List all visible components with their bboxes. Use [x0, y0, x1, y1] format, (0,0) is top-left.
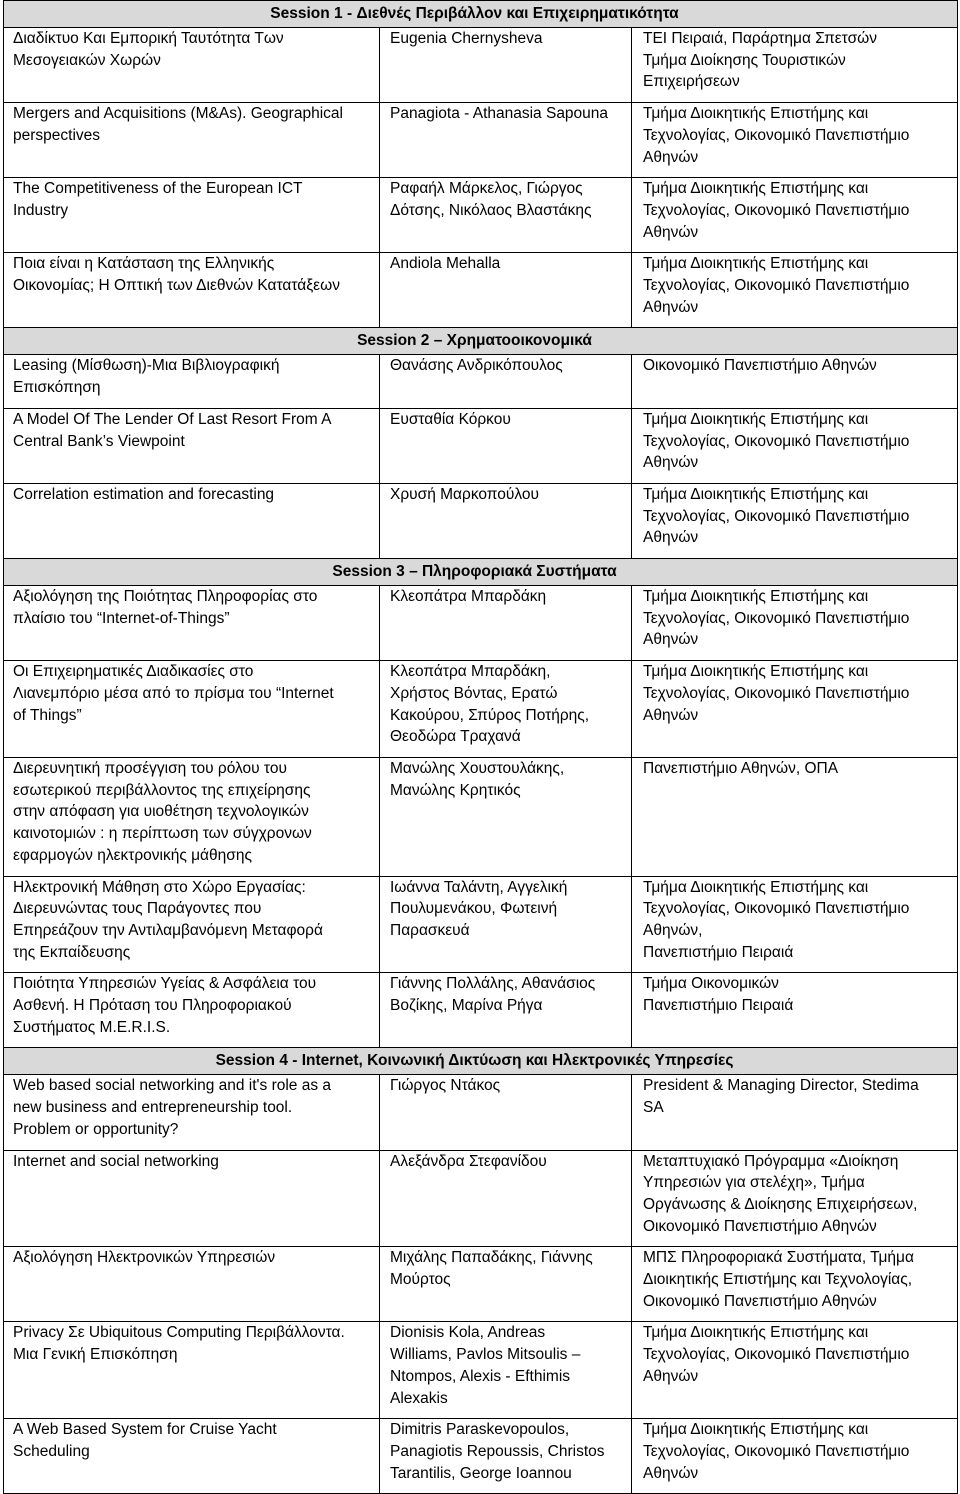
session-title: Session 2 – Χρηματοοικονομικά	[357, 332, 592, 350]
paper-title: Privacy Σε Ubiquitous Computing Περιβάλλοντα. Μια Γενική Επισκόπηση	[4, 1322, 380, 1419]
paper-authors: Κλεοπάτρα Μπαρδάκη	[380, 586, 632, 661]
session-header-row	[4, 559, 958, 586]
paper-title: Αξιολόγηση Ηλεκτρονικών Υπηρεσιών	[4, 1247, 380, 1322]
paper-affiliation: Τμήμα Διοικητικής Επιστήμης και Τεχνολογίας, Οικονομικό Πανεπιστήμιο Αθηνών	[632, 178, 958, 253]
paper-authors: Dimitris Paraskevopoulos, Panagiotis Repoussis, Christos Tarantilis, George Ioannou	[380, 1419, 632, 1494]
paper-title: The Competitiveness of the European ICT Industry	[4, 178, 380, 253]
paper-affiliation: ΜΠΣ Πληροφοριακά Συστήματα, Τμήμα Διοικητικής Επιστήμης και Τεχνολογίας, Οικονομικό Πανεπιστήμιο Αθηνών	[632, 1247, 958, 1322]
paper-authors: Ιωάννα Ταλάντη, Αγγελική Πουλυμενάκου, Φωτεινή Παρασκευά	[380, 876, 632, 973]
paper-authors: Andiola Mehalla	[380, 253, 632, 328]
table-row	[4, 876, 958, 973]
paper-authors: Ευσταθία Κόρκου	[380, 408, 632, 483]
table-row	[4, 483, 958, 558]
table-row	[4, 355, 958, 408]
paper-title: Διαδίκτυο Και Εμπορική Ταυτότητα Των Μεσογειακών Χωρών	[4, 28, 380, 103]
paper-authors: Αλεξάνδρα Στεφανίδου	[380, 1150, 632, 1247]
table-row	[4, 1247, 958, 1322]
paper-title: Ποιότητα Υπηρεσιών Υγείας & Ασφάλεια του Ασθενή. Η Πρόταση του Πληροφοριακού Συστήματος M.E.R.I.S.	[4, 973, 380, 1048]
table-row	[4, 103, 958, 178]
paper-title: Web based social networking and it's role as a new business and entrepreneurship tool. Problem or opportunity?	[4, 1075, 380, 1150]
paper-affiliation: Οικονομικό Πανεπιστήμιο Αθηνών	[632, 355, 958, 408]
session-header-row	[4, 1048, 958, 1075]
program-table-body	[4, 1, 958, 1494]
session-title-cell	[4, 328, 958, 355]
table-row	[4, 408, 958, 483]
session-header-row	[4, 328, 958, 355]
paper-title: Leasing (Μίσθωση)-Μια Βιβλιογραφική Επισκόπηση	[4, 355, 380, 408]
paper-authors: Γιάννης Πολλάλης, Αθανάσιος Βοζίκης, Μαρίνα Ρήγα	[380, 973, 632, 1048]
paper-title: Ποια είναι η Κατάσταση της Ελληνικής Οικονομίας; Η Οπτική των Διεθνών Κατατάξεων	[4, 253, 380, 328]
paper-title: Internet and social networking	[4, 1150, 380, 1247]
table-row	[4, 661, 958, 758]
paper-title: Οι Επιχειρηματικές Διαδικασίες στο Λιανεμπόριο μέσα από το πρίσμα του “Internet of Things”	[4, 661, 380, 758]
table-row	[4, 1150, 958, 1247]
paper-authors: Panagiota - Athanasia Sapouna	[380, 103, 632, 178]
paper-authors: Dionisis Kola, Andreas Williams, Pavlos Mitsoulis – Ntompos, Alexis - Efthimis Alexakis	[380, 1322, 632, 1419]
table-row	[4, 586, 958, 661]
paper-affiliation: Τμήμα Διοικητικής Επιστήμης και Τεχνολογίας, Οικονομικό Πανεπιστήμιο Αθηνών, Πανεπιστήμιο Πειραιά	[632, 876, 958, 973]
paper-title: A Web Based System for Cruise Yacht Scheduling	[4, 1419, 380, 1494]
paper-authors: Κλεοπάτρα Μπαρδάκη, Χρήστος Βόντας, Ερατώ Κακούρου, Σπύρος Ποτήρης, Θεοδώρα Τραχανά	[380, 661, 632, 758]
paper-title: Correlation estimation and forecasting	[4, 483, 380, 558]
table-row	[4, 973, 958, 1048]
table-row	[4, 28, 958, 103]
paper-affiliation: Τμήμα Διοικητικής Επιστήμης και Τεχνολογίας, Οικονομικό Πανεπιστήμιο Αθηνών	[632, 483, 958, 558]
paper-affiliation: Τμήμα Διοικητικής Επιστήμης και Τεχνολογίας, Οικονομικό Πανεπιστήμιο Αθηνών	[632, 103, 958, 178]
session-title: Session 1 - Διεθνές Περιβάλλον και Επιχειρηματικότητα	[270, 5, 679, 22]
session-title-cell	[4, 559, 958, 586]
paper-title: Αξιολόγηση της Ποιότητας Πληροφορίας στο πλαίσιο του “Internet-of-Things”	[4, 586, 380, 661]
paper-affiliation: Τμήμα Διοικητικής Επιστήμης και Τεχνολογίας, Οικονομικό Πανεπιστήμιο Αθηνών	[632, 661, 958, 758]
paper-affiliation: President & Managing Director, Stedima SA	[632, 1075, 958, 1150]
paper-affiliation: Τμήμα Διοικητικής Επιστήμης και Τεχνολογίας, Οικονομικό Πανεπιστήμιο Αθηνών	[632, 1419, 958, 1494]
paper-affiliation: Τμήμα Διοικητικής Επιστήμης και Τεχνολογίας, Οικονομικό Πανεπιστήμιο Αθηνών	[632, 253, 958, 328]
table-row	[4, 1075, 958, 1150]
table-row	[4, 1419, 958, 1494]
session-title: Session 4 - Internet, Κοινωνική Δικτύωση και Ηλεκτρονικές Υπηρεσίες	[215, 1052, 734, 1070]
paper-authors: Eugenia Chernysheva	[380, 28, 632, 103]
paper-affiliation: Τμήμα Διοικητικής Επιστήμης και Τεχνολογίας, Οικονομικό Πανεπιστήμιο Αθηνών	[632, 1322, 958, 1419]
paper-authors: Ραφαήλ Μάρκελος, Γιώργος Δότσης, Νικόλαος Βλαστάκης	[380, 178, 632, 253]
paper-affiliation: Πανεπιστήμιο Αθηνών, ΟΠΑ	[632, 757, 958, 876]
paper-affiliation: ΤΕΙ Πειραιά, Παράρτημα Σπετσών Τμήμα Διοίκησης Τουριστικών Επιχειρήσεων	[632, 28, 958, 103]
paper-affiliation: Τμήμα Διοικητικής Επιστήμης και Τεχνολογίας, Οικονομικό Πανεπιστήμιο Αθηνών	[632, 586, 958, 661]
paper-affiliation: Μεταπτυχιακό Πρόγραμμα «Διοίκηση Υπηρεσιών για στελέχη», Τμήμα Οργάνωσης & Διοίκησης Επιχειρήσεων, Οικονομικό Πανεπιστήμιο Αθηνών	[632, 1150, 958, 1247]
paper-authors: Χρυσή Μαρκοπούλου	[380, 483, 632, 558]
paper-affiliation: Τμήμα Διοικητικής Επιστήμης και Τεχνολογίας, Οικονομικό Πανεπιστήμιο Αθηνών	[632, 408, 958, 483]
paper-title: Διερευνητική προσέγγιση του ρόλου του εσωτερικού περιβάλλοντος της επιχείρησης στην απόφαση για υιοθέτηση τεχνολογικών καινοτομιών : η περίπτωση των σύγχρονων εφαρμογών ηλεκτρονικής μάθησης	[4, 757, 380, 876]
conference-program	[3, 0, 957, 1494]
session-header-row	[4, 1, 958, 28]
table-row	[4, 178, 958, 253]
paper-authors: Γιώργος Ντάκος	[380, 1075, 632, 1150]
session-title-cell	[4, 1, 958, 28]
program-table	[3, 0, 958, 1494]
paper-title: A Model Of The Lender Of Last Resort From A Central Bank’s Viewpoint	[4, 408, 380, 483]
paper-title: Mergers and Acquisitions (M&As). Geographical perspectives	[4, 103, 380, 178]
table-row	[4, 757, 958, 876]
table-row	[4, 253, 958, 328]
session-title-cell	[4, 1048, 958, 1075]
paper-authors: Θανάσης Ανδρικόπουλος	[380, 355, 632, 408]
table-row	[4, 1322, 958, 1419]
paper-affiliation: Τμήμα Οικονομικών Πανεπιστήμιο Πειραιά	[632, 973, 958, 1048]
session-title: Session 3 – Πληροφοριακά Συστήματα	[332, 563, 617, 581]
paper-authors: Μιχάλης Παπαδάκης, Γιάννης Μούρτος	[380, 1247, 632, 1322]
paper-authors: Μανώλης Χουστουλάκης, Μανώλης Κρητικός	[380, 757, 632, 876]
paper-title: Ηλεκτρονική Μάθηση στο Χώρο Εργασίας: Διερευνώντας τους Παράγοντες που Επηρεάζουν την Αντιλαμβανόμενη Μεταφορά της Εκπαίδευσης	[4, 876, 380, 973]
